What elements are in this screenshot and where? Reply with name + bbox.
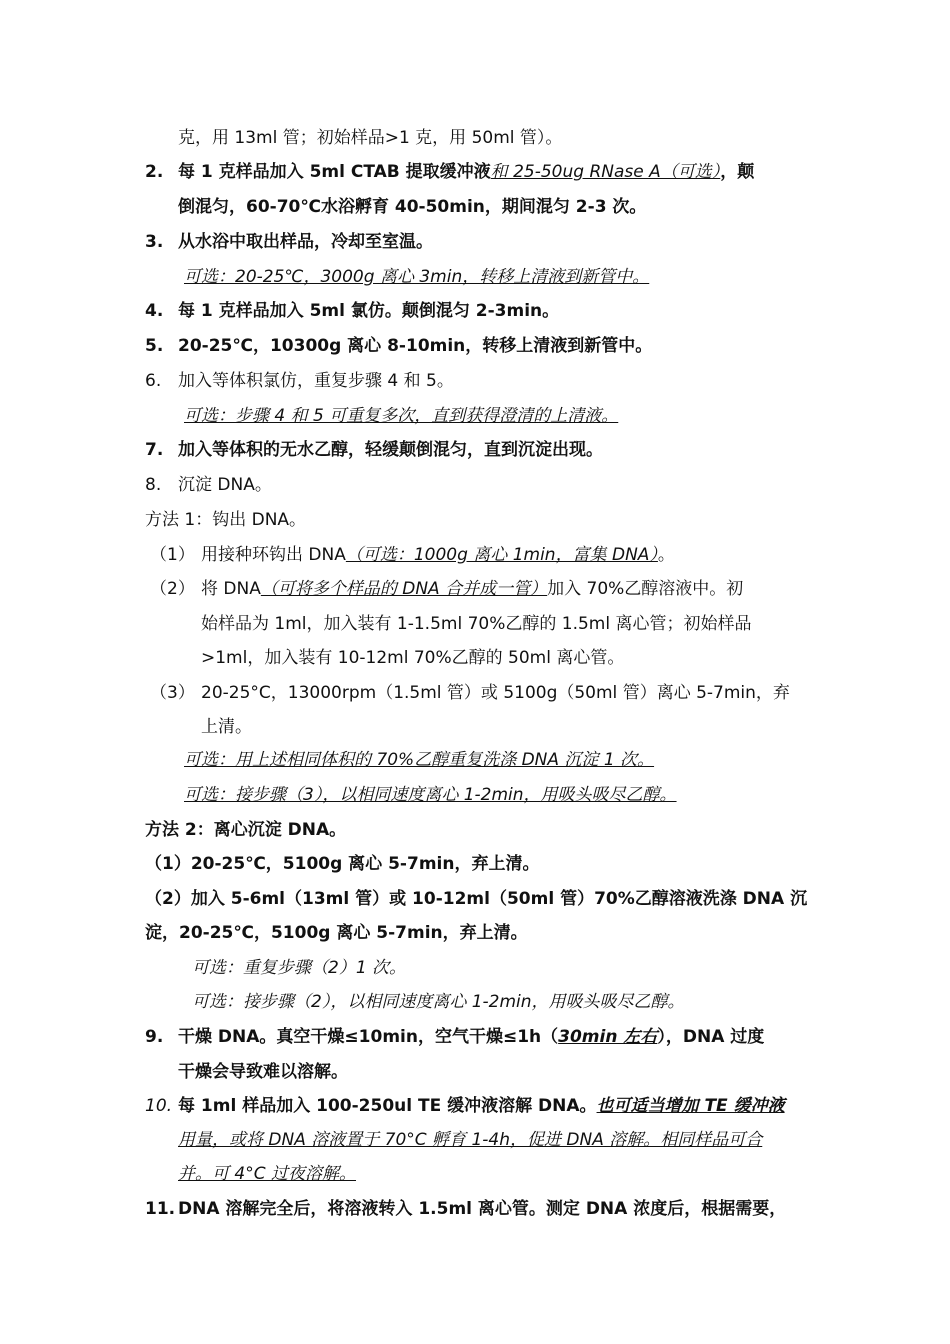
text: >1ml，加入装有 10-12ml 70%乙醇的 50ml 离心管。: [201, 648, 625, 668]
step-11: [145, 1197, 175, 1221]
method-2-step-2-continued: [145, 921, 528, 945]
text: 每 1 克样品加入 5ml CTAB 提取缓冲液: [178, 162, 491, 182]
method-2-heading: [145, 818, 346, 842]
step-8: [145, 473, 161, 497]
step-2-text: [178, 160, 754, 184]
optional-note: [184, 783, 677, 807]
text: 用量，或将 DNA 溶液置于 70°C 孵育 1-4h，促进 DNA 溶解。相同样品可合: [178, 1130, 763, 1150]
optional-note: [192, 956, 406, 980]
text: 并。可 4°C: [178, 1164, 271, 1184]
text: 每 1 克样品加入 5ml 氯仿。颠倒混匀 2-3min。: [178, 301, 560, 321]
optional-note: （可选：1000g 离心 1min，富集 DNA）: [345, 545, 658, 565]
substep-3-text: [201, 681, 790, 705]
text: 干燥会导致难以溶解。: [178, 1062, 348, 1082]
step-number: 4.: [145, 301, 164, 321]
text: 可选：20-25℃，3000g 离心 3min，转移上清液到新管中。: [184, 267, 650, 287]
text: DNA 溶解完全后，将溶液转入 1.5ml 离心管。测定 DNA 浓度后，根据需要，: [178, 1199, 787, 1219]
text: 加入 70%乙醇溶液中。初: [547, 579, 744, 599]
step-number: 11.: [145, 1199, 176, 1219]
text: 可选：用上述相同体积的 70%乙醇重复洗涤 DNA 沉淀 1 次。: [184, 750, 655, 770]
text: 可选：步骤 4 和 5 可重复多次，直到获得澄清的上清液。: [184, 406, 619, 426]
step-11-text: [178, 1197, 786, 1221]
text: 方法 1：钩出 DNA。: [145, 510, 307, 530]
substep-2-text: [201, 577, 743, 601]
text: 。: [657, 545, 675, 565]
step-10-continued: [178, 1162, 356, 1186]
step-number: 9.: [145, 1027, 164, 1047]
step-9: [145, 1025, 163, 1049]
text: 可选：重复步骤（2）1 次。: [192, 958, 407, 978]
substep-3-continued: [201, 715, 252, 739]
step-2-continued: [178, 195, 646, 219]
method-2-step-1: [145, 852, 539, 876]
substep-number: （3）: [150, 683, 195, 703]
step-3: [145, 230, 163, 254]
substep-2: [150, 577, 195, 601]
step-8-text: [178, 473, 272, 497]
method-1-heading: [145, 508, 306, 532]
text: 淀，20-25℃，5100g 离心 5-7min，弃上清。: [145, 923, 528, 943]
step-10-text: [178, 1094, 785, 1118]
text: 将 DNA: [201, 579, 261, 599]
text: 20-25°C，13000rpm（1.5ml 管）或 5100g（50ml 管）离心 5-7min，弃: [201, 683, 790, 703]
text: 用接种环钩出 DNA: [201, 545, 346, 565]
substep-3: [150, 681, 195, 705]
text: （1）20-25℃，5100g 离心 5-7min，弃上清。: [145, 854, 540, 874]
text: （2）加入 5-6ml（13ml 管）或 10-12ml（50ml 管）70%乙醇溶液洗涤 DNA 沉: [145, 889, 808, 909]
text: 20-25℃，10300g 离心 8-10min，转移上清液到新管中。: [178, 336, 653, 356]
step-number: 3.: [145, 232, 164, 252]
optional-note: （可将多个样品的 DNA 合并成一管）: [260, 579, 548, 599]
step-4-text: [178, 299, 559, 323]
step-3-text: [178, 230, 433, 254]
substep-2-continued: [201, 646, 624, 670]
step-5-text: [178, 334, 652, 358]
substep-1-text: [201, 543, 675, 567]
step-4: [145, 299, 163, 323]
step-number: 5.: [145, 336, 164, 356]
substep-2-continued: [201, 612, 752, 636]
substep-number: （1）: [150, 545, 195, 565]
step-6: [145, 369, 161, 393]
text: 每 1ml 样品加入 100-250ul TE 缓冲液溶解 DNA。: [178, 1096, 597, 1116]
step-10-continued: [178, 1128, 762, 1152]
text: 加入等体积氯仿，重复步骤 4 和 5。: [178, 371, 454, 391]
emphasis-note: 30min 左右: [558, 1027, 658, 1047]
step-6-text: [178, 369, 454, 393]
step-number: 10.: [145, 1096, 173, 1116]
text: ，颠: [720, 162, 755, 182]
substep-number: （2）: [150, 579, 195, 599]
text: 方法 2：离心沉淀 DNA。: [145, 820, 347, 840]
step-5: [145, 334, 163, 358]
optional-note: [192, 990, 685, 1014]
text: ），DNA 过度: [657, 1027, 765, 1047]
step-7-text: [178, 438, 603, 462]
text: 沉淀 DNA。: [178, 475, 272, 495]
optional-note: 和 25-50ug RNase A（可选）: [490, 162, 721, 182]
text: 干燥 DNA。真空干燥≤10min，空气干燥≤1h（: [178, 1027, 559, 1047]
text-line: [178, 126, 562, 150]
text: 上清。: [201, 717, 252, 737]
text: 始样品为 1ml，加入装有 1-1.5ml 70%乙醇的 1.5ml 离心管；初始样品: [201, 614, 752, 634]
optional-note: [184, 748, 654, 772]
text: 克，用 13ml 管；初始样品>1 克，用 50ml 管）。: [178, 128, 563, 148]
step-9-text: [178, 1025, 764, 1049]
step-10: [145, 1094, 172, 1118]
text: 可选：接步骤（2），以相同速度离心 1-2min，用吸头吸尽乙醇。: [192, 992, 685, 1012]
optional-note: [184, 404, 618, 428]
step-number: 6.: [145, 371, 162, 391]
step-9-continued: [178, 1060, 348, 1084]
step-number: 8.: [145, 475, 162, 495]
step-7: [145, 438, 163, 462]
substep-1: [150, 543, 195, 567]
text: 加入等体积的无水乙醇，轻缓颠倒混匀，直到沉淀出现。: [178, 440, 603, 460]
step-number: 2.: [145, 162, 164, 182]
step-number: 7.: [145, 440, 164, 460]
step-2: [145, 160, 163, 184]
text: 倒混匀，60-70℃水浴孵育 40-50min，期间混匀 2-3 次。: [178, 197, 647, 217]
text: 可选：接步骤（3），以相同速度离心 1-2min，用吸头吸尽乙醇。: [184, 785, 677, 805]
emphasis-note: 也可适当增加 TE 缓冲液: [596, 1096, 785, 1116]
method-2-step-2: [145, 887, 807, 911]
optional-note: [184, 265, 649, 289]
text: 从水浴中取出样品，冷却至室温。: [178, 232, 433, 252]
text: 过夜溶解。: [271, 1164, 356, 1184]
